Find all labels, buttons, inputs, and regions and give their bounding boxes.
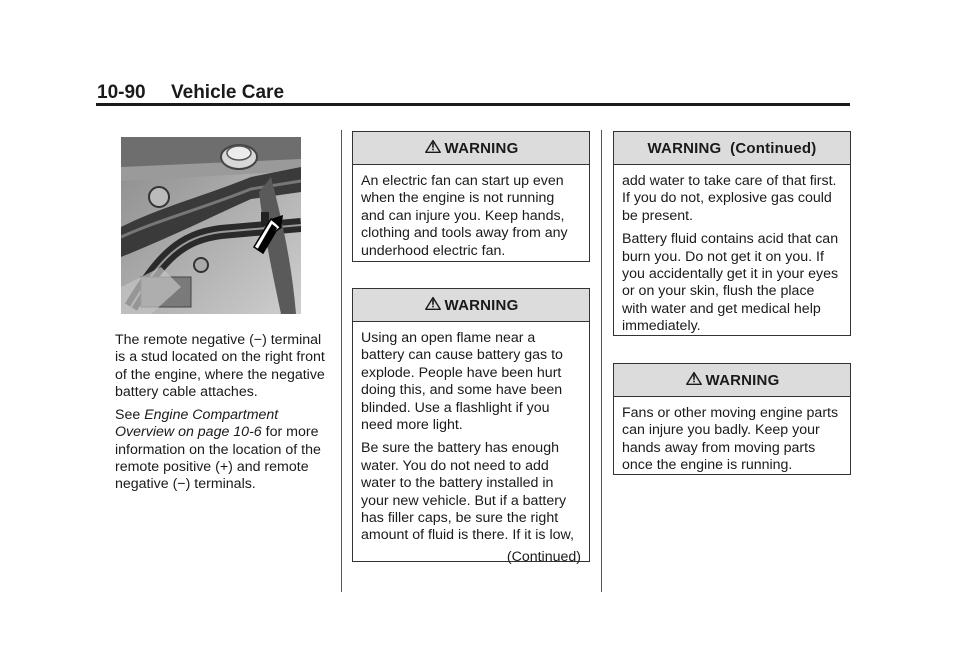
- column-divider-2: [601, 130, 602, 592]
- warning-box-flame: [352, 288, 590, 565]
- see-suffix: for more information on the location of the remote positive (+) and remote negative (−) terminals.: [115, 424, 321, 493]
- warning-text: An electric fan can start up even when the engine is not running and can injure you. Keep hands, clothing and tools away from any underhood electric fan.: [361, 173, 568, 259]
- warning-title: WARNING: [444, 296, 519, 314]
- warning-text-acid: Battery fluid contains acid that can burn you. Do not get it on you. If you accidentally get it in your eyes or on your skin, flush the place with water and get medical help immediately.: [622, 231, 839, 335]
- continued-label: (Continued): [506, 548, 581, 565]
- warning-header: [614, 364, 850, 397]
- warning-box-fan: [352, 131, 590, 262]
- warning-icon: [424, 137, 442, 155]
- header-rule: [96, 103, 850, 106]
- engine-photo-icon: [121, 137, 301, 314]
- warning-header: [353, 132, 589, 165]
- engine-photo: [121, 137, 301, 314]
- page-number: 10-90: [97, 82, 146, 103]
- warning-header: [614, 132, 850, 165]
- warning-box-moving-parts: [613, 363, 851, 475]
- warning-title: WARNING: [705, 371, 780, 389]
- warning-box-continued: [613, 131, 851, 336]
- warning-text-gas: add water to take care of that first. If you do not, explosive gas could be present.: [622, 173, 837, 224]
- column-divider-1: [341, 130, 342, 592]
- warning-text: Fans or other moving engine parts can injure you badly. Keep your hands away from moving parts once the engine is running.: [622, 405, 839, 474]
- see-prefix: See: [115, 407, 145, 424]
- see-reference-paragraph: [115, 407, 333, 493]
- section-title: Vehicle Care: [171, 82, 285, 103]
- warning-icon: [424, 294, 442, 312]
- warning-body: [614, 165, 850, 348]
- warning-text-water: Be sure the battery has enough water. You do not need to add water to the battery installed in your new vehicle. But if a battery has filler caps, be sure the right amount of fluid is there. If it is low,: [361, 440, 574, 544]
- cross-reference-link[interactable]: Engine Compartment Overview on page 10-6: [115, 407, 279, 441]
- warning-title: WARNING (Continued): [647, 139, 817, 157]
- terminal-paragraph: The remote negative (−) terminal is a stud located on the right front of the engine, where the negative battery cable attaches.: [115, 332, 325, 400]
- warning-header: [353, 289, 589, 322]
- warning-body: [353, 165, 589, 272]
- warning-title: WARNING: [444, 139, 519, 157]
- warning-body: [614, 397, 850, 487]
- warning-text-flame: Using an open flame near a battery can cause battery gas to explode. People have been hurt doing this, and some have been blinded. Use a flashlight if you need more light.: [361, 330, 563, 434]
- warning-body: [353, 322, 589, 572]
- page-header: [97, 82, 284, 104]
- warning-icon: [685, 369, 703, 387]
- left-column-text: [115, 332, 333, 500]
